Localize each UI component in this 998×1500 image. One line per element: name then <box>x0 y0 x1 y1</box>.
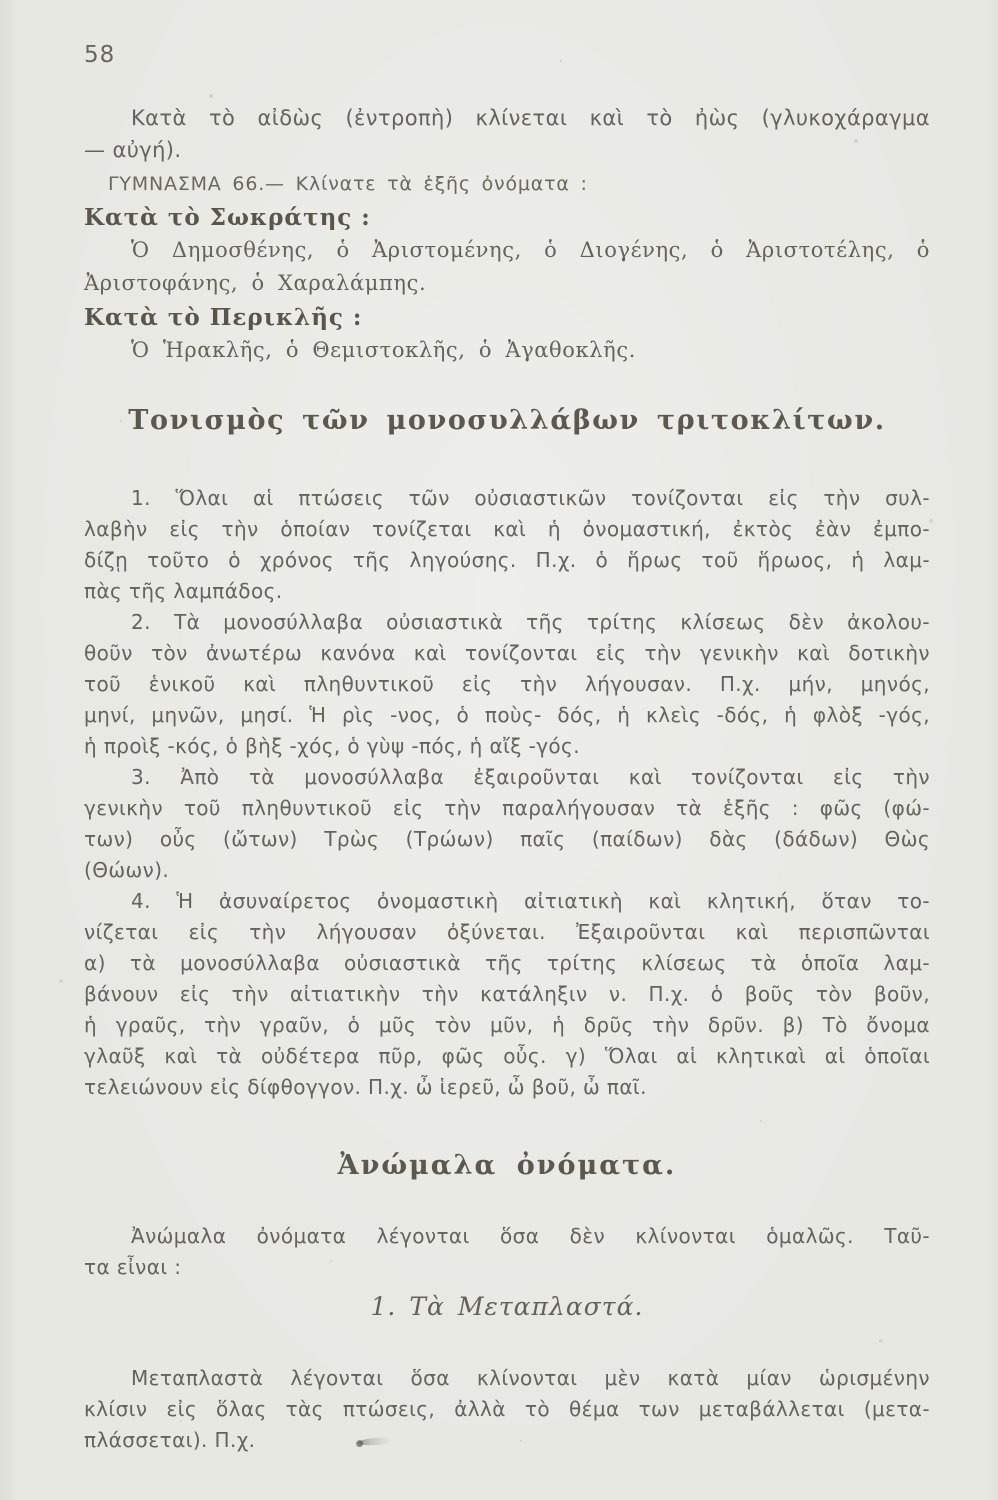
section-heading-anomala: Ἀνώμαλα ὀνόματα. <box>337 1150 677 1181</box>
text-line: γλαῦξ καὶ τὰ οὐδέτερα πῦρ, φῶς οὖς. γ) Ὅλαι αἱ κλητικαὶ αἱ ὁποῖαι <box>84 1044 930 1068</box>
text-line: α) τὰ μονοσύλλαβα οὐσιαστικὰ τῆς τρίτης κλίσεως τὰ ὁποῖα λαμ- <box>84 951 930 975</box>
text-line: τελειώνουν εἰς δίφθογγον. Π.χ. ὦ ἱερεῦ, ὦ βοῦ, ὦ παῖ. <box>84 1075 647 1099</box>
decline-group-sokrates-heading: Κατὰ τὸ Σωκράτης : <box>84 204 371 231</box>
paper-speckles <box>0 0 2 2</box>
text-line: (Θώων). <box>84 858 170 882</box>
text-line: των) οὖς (ὤτων) Τρὼς (Τρώων) παῖς (παίδων) δὰς (δάδων) Θὼς <box>84 827 930 851</box>
decline-group-perikles-names <box>84 334 930 367</box>
text-line: γενικὴν τοῦ πληθυντικοῦ εἰς τὴν παραλήγουσαν τὰ ἑξῆς : φῶς (φώ- <box>84 796 930 820</box>
tonismos-section <box>84 483 930 1103</box>
anomala-intro-paragraph <box>84 1221 930 1283</box>
text-line: νίζεται εἰς τὴν λήγουσαν ὀξύνεται. Ἐξαιροῦνται καὶ περισπῶνται <box>84 920 930 944</box>
text-line: Κατὰ τὸ αἰδὼς (ἐντροπὴ) κλίνεται καὶ τὸ ἠὼς (γλυκοχάραγμα <box>131 106 930 130</box>
text-line: Ὁ Ἡρακλῆς, ὁ Θεμιστοκλῆς, ὁ Ἀγαθοκλῆς. <box>131 338 636 362</box>
metaplasta-paragraph <box>84 1363 930 1456</box>
tonismos-rule-1 <box>84 483 930 607</box>
tonismos-rule-2 <box>84 607 930 762</box>
text-line: βάνουν εἰς τὴν αἰτιατικὴν τὴν κατάληξιν ν. Π.χ. ὁ βοῦς τὸν βοῦν, <box>84 982 930 1006</box>
text-line: ἡ προὶξ -κός, ὁ βὴξ -χός, ὁ γὺψ -πός, ἡ αἴξ -γός. <box>84 734 580 758</box>
decline-group-perikles-heading: Κατὰ τὸ Περικλῆς : <box>84 304 363 331</box>
tonismos-rule-3 <box>84 762 930 886</box>
text-line: τοῦ ἑνικοῦ καὶ πληθυντικοῦ εἰς τὴν λήγουσαν. Π.χ. μήν, μηνός, <box>84 672 930 696</box>
text-line: δίζῃ τοῦτο ὁ χρόνος τῆς ληγούσης. Π.χ. ὁ ἥρως τοῦ ἥρωος, ἡ λαμ- <box>84 548 930 572</box>
text-line: 2. Τὰ μονοσύλλαβα οὐσιαστικὰ τῆς τρίτης κλίσεως δὲν ἀκολου- <box>131 610 930 634</box>
text-line: 1. Ὅλαι αἱ πτώσεις τῶν οὐσιαστικῶν τονίζονται εἰς τὴν συλ- <box>131 486 930 510</box>
text-line: λαβὴν εἰς τὴν ὁποίαν τονίζεται καὶ ἡ ὀνομαστική, ἐκτὸς ἐὰν ἐμπο- <box>84 517 930 541</box>
text-line: Μεταπλαστὰ λέγονται ὅσα κλίνονται μὲν κατὰ μίαν ὡρισμένην <box>131 1366 930 1390</box>
section-heading-tonismos: Τονισμὸς τῶν μονοσυλλάβων τριτοκλίτων. <box>128 405 886 436</box>
text-line: θοῦν τὸν ἀνωτέρω κανόνα καὶ τονίζονται εἰς τὴν γενικὴν καὶ δοτικὴν <box>84 641 930 665</box>
text-line: ἡ γραῦς, τὴν γραῦν, ὁ μῦς τὸν μῦν, ἡ δρῦς τὴν δρῦν. β) Τὸ ὄνομα <box>84 1013 930 1037</box>
text-line: Ἀριστοφάνης, ὁ Χαραλάμπης. <box>84 271 427 295</box>
text-line: — αὐγή). <box>84 138 182 162</box>
intro-paragraph <box>84 102 930 166</box>
text-line: Ἀνώμαλα ὀνόματα λέγονται ὅσα δὲν κλίνονται ὁμαλῶς. Ταῦ- <box>131 1224 930 1248</box>
text-line: μηνί, μηνῶν, μησί. Ἡ ρὶς -νος, ὁ ποὺς- δός, ἡ κλεὶς -δός, ἡ φλὸξ -γός, <box>84 703 930 727</box>
decline-group-sokrates-names <box>84 234 930 300</box>
text-line: πὰς τῆς λαμπάδος. <box>84 579 283 603</box>
subsection-heading-metaplasta: 1. Τὰ Μεταπλαστά. <box>370 1292 644 1321</box>
text-line: Ὁ Δημοσθένης, ὁ Ἀριστομένης, ὁ Διογένης, ὁ Ἀριστοτέλης, ὁ <box>131 238 930 262</box>
page-number: 58 <box>84 42 116 68</box>
text-line: πλάσσεται). Π.χ. <box>84 1428 256 1452</box>
text-line: τα εἶναι : <box>84 1255 182 1279</box>
exercise-instruction: ΓΥΜΝΑΣΜΑ 66.— Κλίνατε τὰ ἑξῆς ὀνόματα : <box>108 173 588 195</box>
text-line: κλίσιν εἰς ὅλας τὰς πτώσεις, ἀλλὰ τὸ θέμα των μεταβάλλεται (μετα- <box>84 1397 930 1421</box>
tonismos-rule-4 <box>84 886 930 1103</box>
text-line: 4. Ἡ ἀσυναίρετος ὀνομαστικὴ αἰτιατικὴ καὶ κλητική, ὅταν το- <box>131 889 930 913</box>
text-line: 3. Ἀπὸ τὰ μονοσύλλαβα ἐξαιροῦνται καὶ τονίζονται εἰς τὴν <box>131 765 930 789</box>
